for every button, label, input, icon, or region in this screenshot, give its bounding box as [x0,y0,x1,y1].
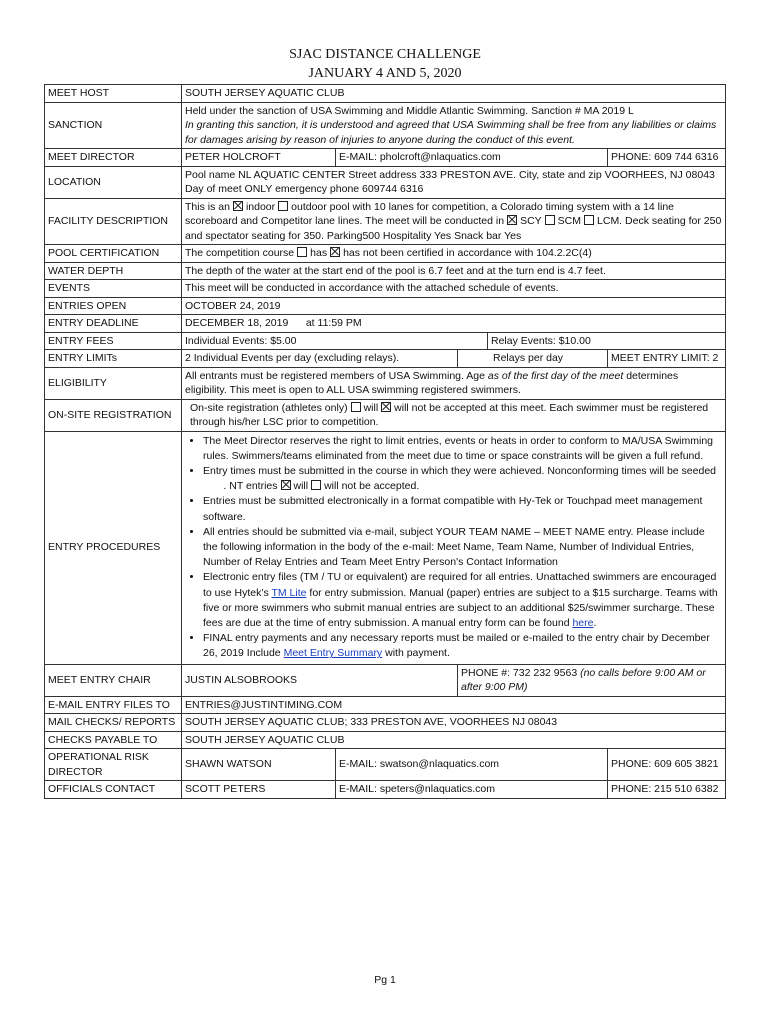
has-not-checkbox[interactable] [330,247,340,257]
row-label: ON-SITE REGISTRATION [45,399,182,431]
row-officials [45,781,726,799]
row-label: FACILITY DESCRIPTION [45,198,182,245]
entries-open-value: OCTOBER 24, 2019 [182,297,726,315]
meet-info-table [44,84,726,799]
indoor-label: indoor [245,200,276,213]
scm-checkbox[interactable] [545,215,555,225]
row-label: ELIGIBILITY [45,367,182,399]
procedure-text: Electronic entry files (TM / TU or equivalent) are required for all entries. Unattached swimmers are encouraged to use Hytek’s [203,571,717,599]
row-label: ENTRY PROCEDURES [45,431,182,664]
procedure-text: will not be accepted. [324,480,420,493]
pool-cert-text: The competition course [185,247,295,259]
row-procedures [45,431,726,664]
document-title: SJAC DISTANCE CHALLENGE [289,47,481,62]
officials-name: SCOTT PETERS [182,781,336,799]
row-label: WATER DEPTH [45,262,182,280]
onsite-will-not-checkbox[interactable] [381,402,391,412]
row-label: OFFICIALS CONTACT [45,781,182,799]
page-number: Pg 1 [374,974,396,986]
indoor-checkbox[interactable] [233,201,243,211]
entry-chair-name: JUSTIN ALSOBROOKS [182,664,458,696]
row-label: SANCTION [45,102,182,149]
scm-label: SCM [557,215,582,227]
row-meet-director [45,149,726,167]
has-label: has [310,247,328,259]
procedure-text: FINAL entry payments and any necessary reports must be mailed or e-mailed to the entry chair by December 26, 2019 Include [203,632,710,660]
will-label: will [363,401,379,414]
location-address: Pool name NL AQUATIC CENTER Street address 333 PRESTON AVE. City, state and zip VOORHEES, NJ 08043 [185,168,715,181]
list-item [203,570,722,631]
row-label: EVENTS [45,280,182,298]
relay-limit: Relays per day [458,350,608,368]
risk-director-email: E-MAIL: swatson@nlaquatics.com [336,749,608,781]
row-mail-checks [45,714,726,732]
procedure-text: . NT entries [223,480,278,493]
risk-director-phone: PHONE: 609 605 3821 [608,749,726,781]
list-item: • All entries should be submitted via e-mail, subject YOUR TEAM NAME – MEET NAME entry. Please include the following information in the body of the e-mail: Meet Name, Team Name, Number of Individual Entries, Number of Relay Entries and Team Meet Entry Person's Contact Information [203,525,722,571]
row-eligibility [45,367,726,399]
procedure-text: . [593,616,597,629]
events-value: This meet will be conducted in accordance with the attached schedule of events. [182,280,726,298]
row-sanction [45,102,726,149]
deadline-time: at 11:59 PM [305,317,362,329]
procedure-text: for entry submission. Manual (paper) entries are subject to a $15 surcharge. Teams with five or more swimmers who submit manual entries are subject to an additional $25/swimmer surcharge. These fees are due at the time of entry submission. A manual entry form can be found [203,586,718,629]
row-location [45,166,726,198]
onsite-text: On-site registration (athletes only) [190,401,348,414]
facility-text: This is an [185,200,230,213]
row-label: OPERATIONAL RISK DIRECTOR [45,749,182,781]
row-water-depth [45,262,726,280]
manual-entry-form-link[interactable]: here [572,616,594,629]
row-entries-open [45,297,726,315]
director-name: PETER HOLCROFT [182,149,336,167]
scy-checkbox[interactable] [507,215,517,225]
location-emergency: Day of meet ONLY emergency phone 609744 6316 [185,183,424,195]
water-depth-value: The depth of the water at the start end of the pool is 6.7 feet and at the turn end is 4.7 feet. [182,262,726,280]
row-label: MAIL CHECKS/ REPORTS [45,714,182,732]
nt-will-checkbox[interactable] [281,480,291,490]
document-subtitle: JANUARY 4 AND 5, 2020 [308,66,462,81]
sanction-text: Held under the sanction of USA Swimming and Middle Atlantic Swimming. Sanction # MA 2019 L [185,104,634,117]
row-facility [45,198,726,245]
row-label: ENTRY LIMITs [45,350,182,368]
director-email: E-MAIL: pholcroft@nlaquatics.com [336,149,608,167]
individual-limit: 2 Individual Events per day (excluding relays). [182,350,458,368]
row-entry-limits [45,350,726,368]
individual-fee: Individual Events: $5.00 [182,332,488,350]
officials-phone: PHONE: 215 510 6382 [608,781,726,799]
row-label: MEET DIRECTOR [45,149,182,167]
row-label: LOCATION [45,166,182,198]
row-meet-host [45,85,726,103]
risk-director-name: SHAWN WATSON [182,749,336,781]
row-email-entry [45,696,726,714]
row-label: CHECKS PAYABLE TO [45,731,182,749]
row-risk-director [45,749,726,781]
row-checks-payable [45,731,726,749]
checks-payable-value: SOUTH JERSEY AQUATIC CLUB [182,731,726,749]
facility-text: outdoor pool with 10 lanes for competition, a Colorado timing system with a 14 line scoreboard and Competitor lane lines. The meet will be conducted in [185,200,675,227]
officials-email: E-MAIL: speters@nlaquatics.com [336,781,608,799]
outdoor-checkbox[interactable] [278,201,288,211]
procedure-text: Entry times must be submitted in the course in which they were achieved. Nonconforming times will be seeded [203,464,716,477]
relay-fee: Relay Events: $10.00 [488,332,726,350]
lcm-checkbox[interactable] [584,215,594,225]
list-item: • The Meet Director reserves the right to limit entries, events or heats in order to conform to MA/USA Swimming rules. Swimmers/teams eliminated from the meet due to time or space constraints will be given a full refund. [203,434,722,464]
scy-label: SCY [520,215,542,227]
list-item [203,631,722,661]
email-entry-value: ENTRIES@JUSTINTIMING.COM [182,696,726,714]
row-events [45,280,726,298]
row-onsite [45,399,726,431]
eligibility-text: All entrants must be registered members of USA Swimming. Age [185,369,488,382]
row-label: POOL CERTIFICATION [45,245,182,263]
list-item [203,464,722,494]
row-label: E-MAIL ENTRY FILES TO [45,696,182,714]
meet-entry-limit: MEET ENTRY LIMIT: 2 [608,350,726,368]
row-label: MEET HOST [45,85,182,103]
pool-cert-text: has not been certified in accordance with 104.2.2C(4) [343,247,592,259]
list-item: • Entries must be submitted electronically in a format compatible with Hy-Tek or Touchpad meet management software. [203,494,722,524]
meet-host-value: SOUTH JERSEY AQUATIC CLUB [182,85,726,103]
nt-will-not-checkbox[interactable] [311,480,321,490]
director-phone: PHONE: 609 744 6316 [608,149,726,167]
row-entry-chair [45,664,726,696]
facility-text: LCM. Deck seating for 250 and spectator seating for 350. Parking500 Hospitality Yes Snack bar Yes [185,215,722,242]
onsite-text: will not be accepted at this meet. Each swimmer must be registered through his/her LSC prior to competition. [190,401,709,428]
has-checkbox[interactable] [297,247,307,257]
row-label: ENTRY DEADLINE [45,315,182,333]
eligibility-italic: as of the first day of the meet [487,369,624,382]
procedures-list [185,434,722,662]
row-entry-deadline [45,315,726,333]
mail-checks-value: SOUTH JERSEY AQUATIC CLUB; 333 PRESTON AVE, VOORHEES NJ 08043 [182,714,726,732]
entry-chair-note: (no calls before 9:00 AM or after 9:00 PM) [461,666,706,694]
deadline-date: DECEMBER 18, 2019 [185,317,289,329]
onsite-will-checkbox[interactable] [351,402,361,412]
facility-description [182,198,726,245]
row-pool-cert [45,245,726,263]
meet-entry-summary-link[interactable]: Meet Entry Summary [283,647,383,660]
procedure-text: will [293,480,309,493]
row-label: ENTRY FEES [45,332,182,350]
sanction-note: In granting this sanction, it is understood and agreed that USA Swimming shall be free from any liabilities or claims for damages arising by reason of injuries to anyone during the conduct of this event. [185,119,717,146]
row-label: ENTRIES OPEN [45,297,182,315]
eligibility-text: determines eligibility. This meet is open to ALL USA swimming registered swimmers. [185,369,679,396]
procedure-text: with payment. [382,647,450,660]
row-label: MEET ENTRY CHAIR [45,664,182,696]
tm-lite-link[interactable]: TM Lite [271,586,307,599]
row-entry-fees [45,332,726,350]
entry-chair-phone: PHONE #: 732 232 9563 [461,666,581,679]
